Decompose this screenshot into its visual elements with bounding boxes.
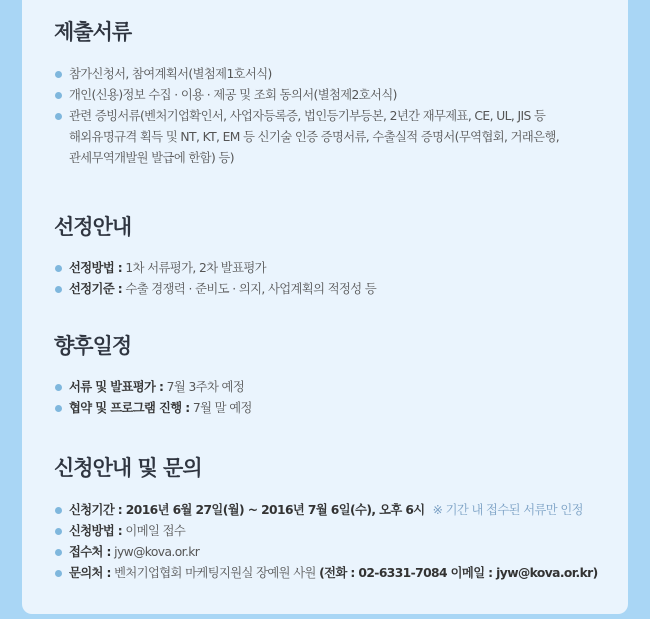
bullet-icon [55,113,62,120]
list-item-text: 개인(신용)정보 수집 · 이용 · 제공 및 조회 동의서(별첨제2호서식) [69,88,397,102]
item-label: 신청기간 : [69,503,123,517]
section-title-selection: 선정안내 [54,215,132,239]
application-list [54,500,618,584]
list-item [54,500,618,521]
list-item [54,85,618,106]
contact-detail: (전화 : 02-6331-7084 이메일 : jyw@kova.or.kr) [319,566,598,580]
item-label: 접수처 : [69,545,111,559]
item-value: 1차 서류평가, 2차 발표평가 [122,261,266,275]
receipt-email: jyw@kova.or.kr [110,545,200,559]
bullet-icon [55,405,62,412]
list-item [54,398,618,419]
period-value: 2016년 6월 27일(월) ~ 2016년 7월 6일(수), 오후 6시 [122,503,425,517]
item-value: 벤처기업협회 마케팅지원실 장예원 사원 [110,566,316,580]
bullet-icon [55,549,62,556]
documents-list [54,64,618,169]
section-title-application: 신청안내 및 문의 [54,456,202,480]
schedule-list [54,377,618,419]
item-label: 선정방법 : [69,261,123,275]
list-item [54,521,618,542]
application-section [54,452,618,584]
content-panel [22,0,628,614]
bullet-icon [55,92,62,99]
list-item-text: 관련 증빙서류(벤처기업확인서, 사업자등록증, 법인등기부등본, 2년간 재무제표, CE, UL, JIS 등 [69,109,546,123]
bullet-icon [55,265,62,272]
list-item [54,106,618,169]
list-item [54,64,618,85]
bullet-icon [55,71,62,78]
item-value: 수출 경쟁력 · 준비도 · 의지, 사업계획의 적정성 등 [122,282,377,296]
bullet-icon [55,570,62,577]
list-item-text-continued: 관세무역개발원 발급에 한함) 등) [69,151,234,165]
item-label: 협약 및 프로그램 진행 : [69,401,190,415]
item-label: 신청방법 : [69,524,123,538]
item-value: 7월 3주차 예정 [163,380,245,394]
section-title-schedule: 향후일정 [54,334,132,358]
documents-section [54,16,618,169]
schedule-section [54,330,618,419]
list-item-text-continued: 해외유명규격 획득 및 NT, KT, EM 등 신기술 인증 증명서류, 수출실적 증명서(무역협회, 거래은행, [69,130,560,144]
list-item-text: 참가신청서, 참여계획서(별첨제1호서식) [69,67,272,81]
bullet-icon [55,384,62,391]
item-value: 이메일 접수 [122,524,186,538]
item-label: 서류 및 발표평가 : [69,380,164,394]
list-item [54,563,618,584]
bullet-icon [55,528,62,535]
item-label: 선정기준 : [69,282,123,296]
period-note: ※ 기간 내 접수된 서류만 인정 [432,503,583,517]
section-title-documents: 제출서류 [54,20,132,44]
selection-list [54,258,618,300]
bullet-icon [55,507,62,514]
list-item [54,258,618,279]
list-item [54,377,618,398]
item-label: 문의처 : [69,566,111,580]
item-value: 7월 말 예정 [189,401,252,415]
list-item [54,542,618,563]
list-item [54,279,618,300]
selection-section [54,211,618,300]
bullet-icon [55,286,62,293]
